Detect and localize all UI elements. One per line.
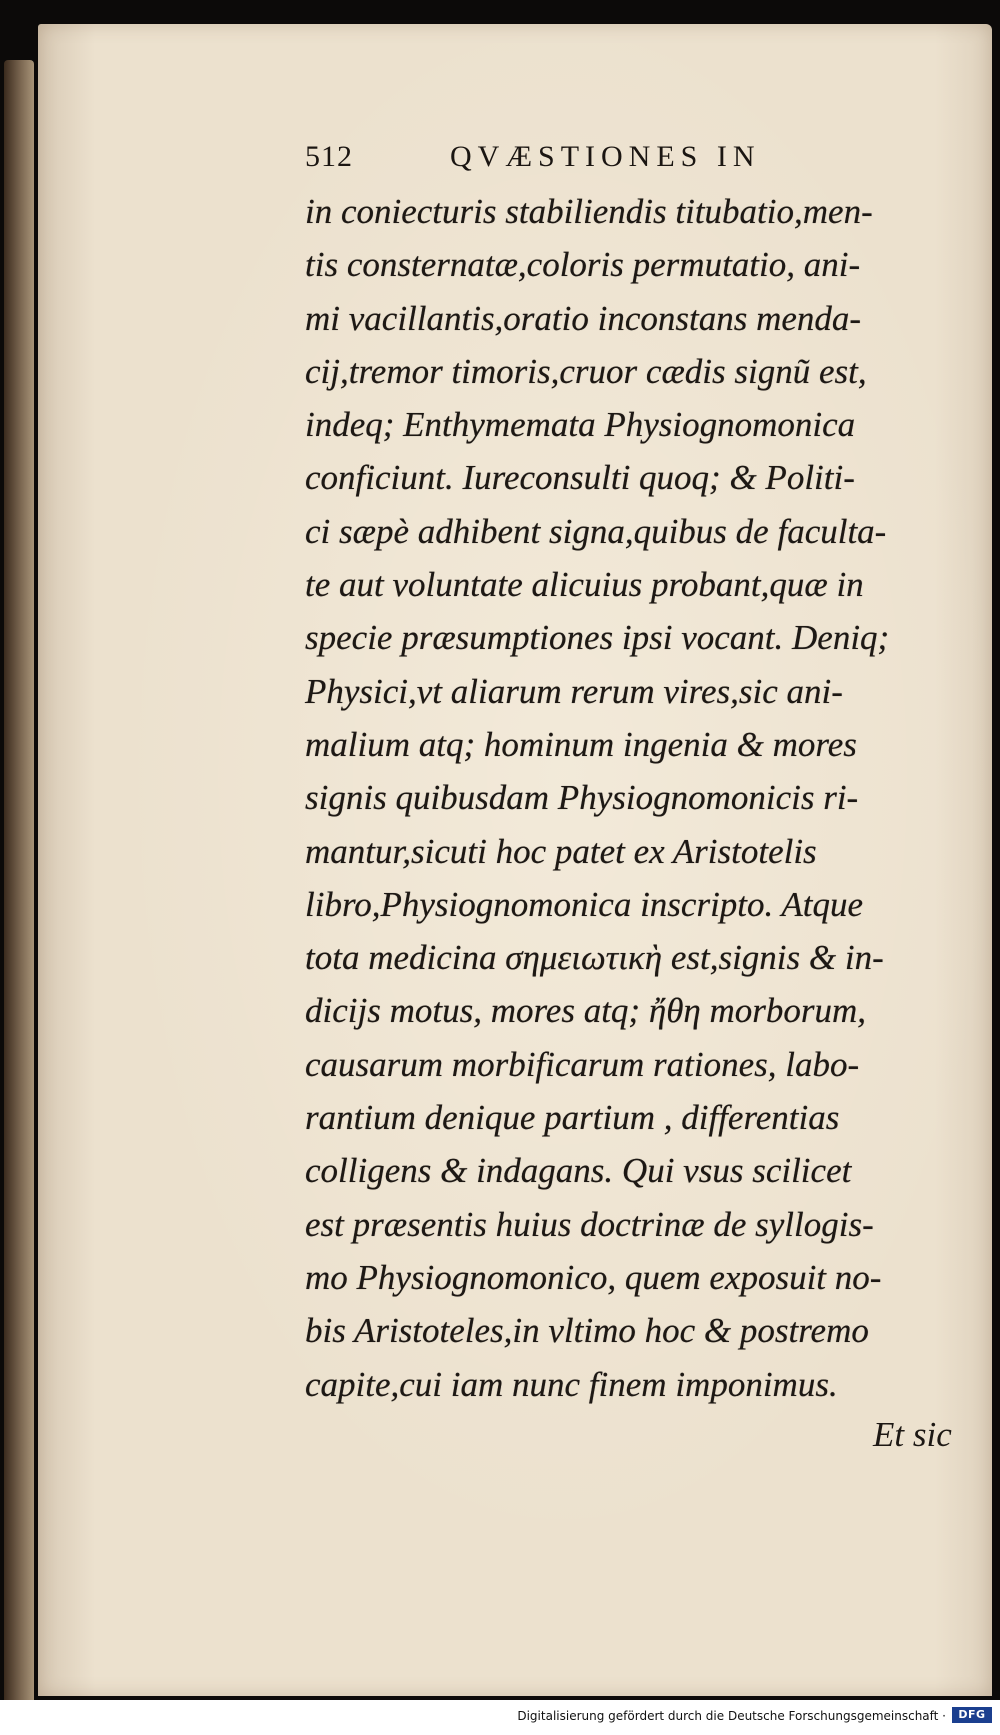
text-line: mantur,sicuti hoc patet ex Aristotelis: [305, 831, 817, 871]
text-line: tota medicina σημειωτικὴ est,signis & in-: [305, 938, 884, 978]
text-line: causarum morbificarum rationes, labo-: [305, 1044, 860, 1084]
text-line: conficiunt. Iureconsulti quoq; & Politi-: [305, 458, 855, 498]
text-line: cij,tremor timoris,cruor cædis signũ est,: [305, 351, 867, 391]
text-line: colligens & indagans. Qui vsus scilicet: [305, 1151, 852, 1191]
page-number: 512: [305, 140, 353, 173]
book-binding-edge: [4, 60, 34, 1710]
text-line: malium atq; hominum ingenia & mores: [305, 724, 857, 764]
text-line: signis quibusdam Physiognomonicis ri-: [305, 778, 859, 818]
page-header: [305, 140, 965, 180]
dfg-logo-icon: DFG: [952, 1707, 992, 1723]
funding-credit: Digitalisierung gefördert durch die Deutsche Forschungsgemeinschaft ·: [517, 1709, 946, 1723]
catchword: Et sic: [873, 1415, 952, 1454]
body-text: [305, 185, 965, 1411]
text-line: mo Physiognomonico, quem exposuit no-: [305, 1257, 882, 1297]
text-line: te aut voluntate alicuius probant,quæ in: [305, 565, 864, 605]
text-line: dicijs motus, mores atq; ἤθη morborum,: [305, 991, 867, 1031]
text-line: capite,cui iam nunc finem imponimus.: [305, 1364, 838, 1404]
text-line: rantium denique partium , differentias: [305, 1098, 840, 1138]
text-line: specie præsumptiones ipsi vocant. Deniq;: [305, 618, 890, 658]
text-line: ci sæpè adhibent signa,quibus de faculta-: [305, 511, 887, 551]
text-line: tis consternatæ,coloris permutatio, ani-: [305, 245, 861, 285]
text-line: Physici,vt aliarum rerum vires,sic ani-: [305, 671, 843, 711]
text-line: in coniecturis stabiliendis titubatio,men-: [305, 192, 873, 231]
text-line: mi vacillantis,oratio inconstans menda-: [305, 298, 862, 338]
text-line: libro,Physiognomonica inscripto. Atque: [305, 884, 864, 924]
text-line: indeq; Enthymemata Physiognomonica: [305, 405, 856, 445]
text-line: est præsentis huius doctrinæ de syllogis-: [305, 1204, 874, 1244]
running-head: QVÆSTIONES IN: [450, 140, 761, 173]
text-line: bis Aristoteles,in vltimo hoc & postremo: [305, 1311, 869, 1351]
